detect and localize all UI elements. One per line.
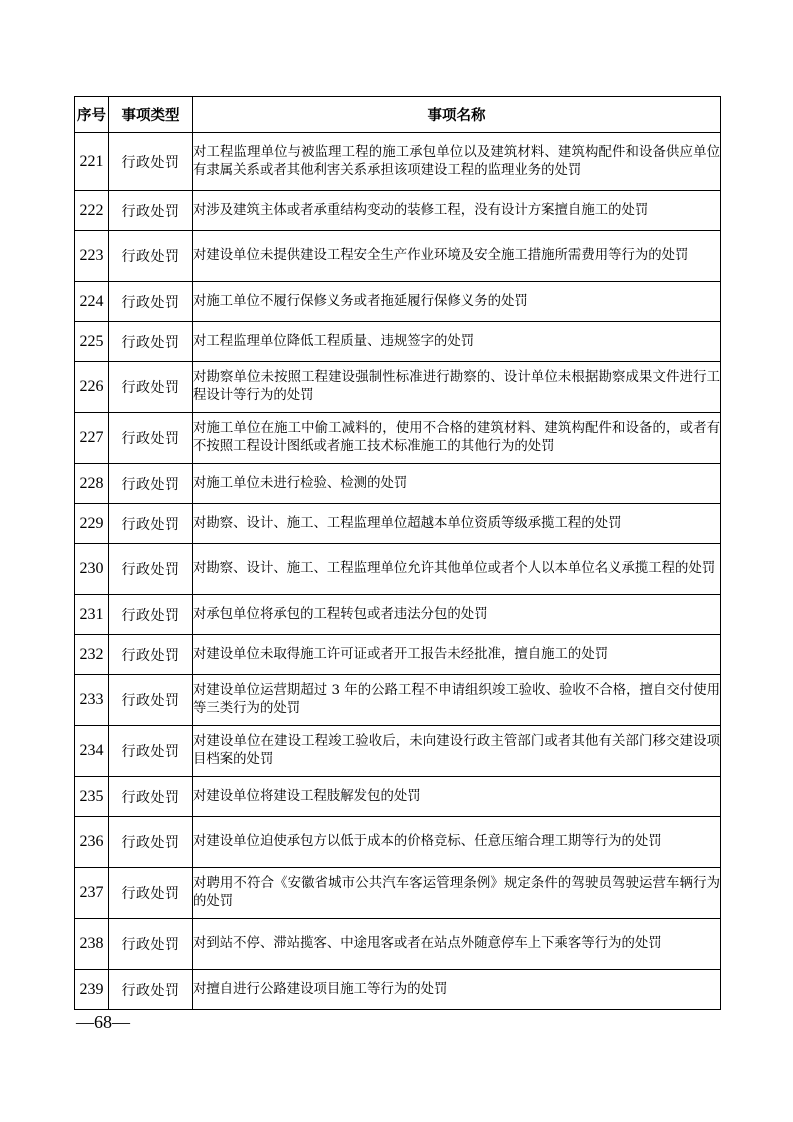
row-type: 行政处罚 — [109, 133, 193, 191]
table-row — [75, 675, 721, 726]
row-number: 232 — [75, 635, 109, 675]
row-type: 行政处罚 — [109, 726, 193, 777]
row-number: 224 — [75, 282, 109, 322]
header-name: 事项名称 — [193, 97, 721, 133]
table-row — [75, 133, 721, 191]
row-name: 对勘察单位未按照工程建设强制性标准进行勘察的、设计单位未根据勘察成果文件进行工程设计等行为的处罚 — [193, 362, 721, 413]
row-number: 221 — [75, 133, 109, 191]
row-number: 236 — [75, 817, 109, 868]
row-name: 对擅自进行公路建设项目施工等行为的处罚 — [193, 970, 721, 1010]
table-row — [75, 868, 721, 919]
row-name: 对承包单位将承包的工程转包或者违法分包的处罚 — [193, 595, 721, 635]
row-name: 对施工单位在施工中偷工减料的，使用不合格的建筑材料、建筑构配件和设备的，或者有不按照工程设计图纸或者施工技术标准施工的其他行为的处罚 — [193, 413, 721, 464]
table-row — [75, 191, 721, 231]
table-row — [75, 282, 721, 322]
row-name: 对工程监理单位降低工程质量、违规签字的处罚 — [193, 322, 721, 362]
page-number: —68— — [76, 1012, 130, 1032]
header-type: 事项类型 — [109, 97, 193, 133]
row-number: 233 — [75, 675, 109, 726]
table-row — [75, 464, 721, 504]
row-type: 行政处罚 — [109, 191, 193, 231]
row-type: 行政处罚 — [109, 635, 193, 675]
row-number: 237 — [75, 868, 109, 919]
row-number: 228 — [75, 464, 109, 504]
row-name: 对涉及建筑主体或者承重结构变动的装修工程，没有设计方案擅自施工的处罚 — [193, 191, 721, 231]
row-number: 230 — [75, 544, 109, 595]
table-row — [75, 413, 721, 464]
row-name: 对到站不停、滞站揽客、中途甩客或者在站点外随意停车上下乘客等行为的处罚 — [193, 919, 721, 970]
row-name: 对施工单位不履行保修义务或者拖延履行保修义务的处罚 — [193, 282, 721, 322]
row-number: 226 — [75, 362, 109, 413]
row-name: 对建设单位未提供建设工程安全生产作业环境及安全施工措施所需费用等行为的处罚 — [193, 231, 721, 282]
row-name: 对建设单位未取得施工许可证或者开工报告未经批准，擅自施工的处罚 — [193, 635, 721, 675]
row-number: 235 — [75, 777, 109, 817]
row-name: 对建设单位运营期超过 3 年的公路工程不申请组织竣工验收、验收不合格，擅自交付使用等三类行为的处罚 — [193, 675, 721, 726]
row-type: 行政处罚 — [109, 322, 193, 362]
table-row — [75, 595, 721, 635]
header-num: 序号 — [75, 97, 109, 133]
row-type: 行政处罚 — [109, 919, 193, 970]
row-type: 行政处罚 — [109, 362, 193, 413]
row-type: 行政处罚 — [109, 595, 193, 635]
row-type: 行政处罚 — [109, 675, 193, 726]
table-row — [75, 777, 721, 817]
row-type: 行政处罚 — [109, 544, 193, 595]
row-name: 对建设单位在建设工程竣工验收后，未向建设行政主管部门或者其他有关部门移交建设项目档案的处罚 — [193, 726, 721, 777]
row-number: 225 — [75, 322, 109, 362]
row-number: 234 — [75, 726, 109, 777]
table-row — [75, 817, 721, 868]
row-name: 对工程监理单位与被监理工程的施工承包单位以及建筑材料、建筑构配件和设备供应单位有隶属关系或者其他利害关系承担该项建设工程的监理业务的处罚 — [193, 133, 721, 191]
table-row — [75, 635, 721, 675]
row-name: 对勘察、设计、施工、工程监理单位超越本单位资质等级承揽工程的处罚 — [193, 504, 721, 544]
table-row — [75, 504, 721, 544]
row-type: 行政处罚 — [109, 231, 193, 282]
table-row — [75, 544, 721, 595]
row-number: 239 — [75, 970, 109, 1010]
row-number: 238 — [75, 919, 109, 970]
table-row — [75, 970, 721, 1010]
table-row — [75, 362, 721, 413]
row-name: 对建设单位将建设工程肢解发包的处罚 — [193, 777, 721, 817]
row-number: 222 — [75, 191, 109, 231]
table-header-row — [75, 97, 721, 133]
table-row — [75, 726, 721, 777]
table-row — [75, 231, 721, 282]
row-type: 行政处罚 — [109, 504, 193, 544]
table-row — [75, 919, 721, 970]
items-table — [74, 96, 721, 1010]
row-number: 229 — [75, 504, 109, 544]
row-name: 对勘察、设计、施工、工程监理单位允许其他单位或者个人以本单位名义承揽工程的处罚 — [193, 544, 721, 595]
row-number: 231 — [75, 595, 109, 635]
row-type: 行政处罚 — [109, 413, 193, 464]
row-name: 对建设单位迫使承包方以低于成本的价格竞标、任意压缩合理工期等行为的处罚 — [193, 817, 721, 868]
row-number: 227 — [75, 413, 109, 464]
row-type: 行政处罚 — [109, 970, 193, 1010]
row-type: 行政处罚 — [109, 282, 193, 322]
row-type: 行政处罚 — [109, 777, 193, 817]
row-number: 223 — [75, 231, 109, 282]
table-row — [75, 322, 721, 362]
row-type: 行政处罚 — [109, 868, 193, 919]
row-type: 行政处罚 — [109, 464, 193, 504]
row-name: 对施工单位未进行检验、检测的处罚 — [193, 464, 721, 504]
row-type: 行政处罚 — [109, 817, 193, 868]
row-name: 对聘用不符合《安徽省城市公共汽车客运管理条例》规定条件的驾驶员驾驶运营车辆行为的处罚 — [193, 868, 721, 919]
